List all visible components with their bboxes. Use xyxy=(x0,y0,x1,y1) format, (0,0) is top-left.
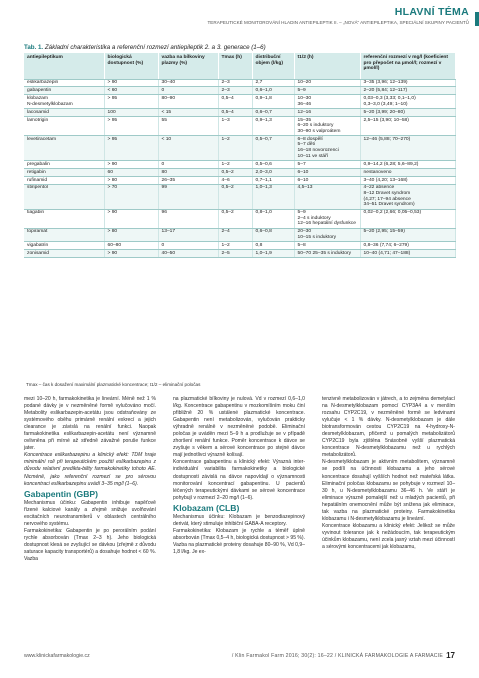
page-footer xyxy=(24,651,455,663)
table-cell: 0,6–1,0 xyxy=(252,87,294,95)
table-cell: 3–40 (4,20; 13–168) xyxy=(360,176,455,184)
table-body xyxy=(24,79,455,258)
table-row xyxy=(24,176,455,184)
table-cell: 0,5–4 xyxy=(218,109,252,117)
data-table xyxy=(24,53,456,258)
table-cell: 5–8 xyxy=(294,242,360,250)
column-header: antiepileptikum xyxy=(24,53,104,79)
table-caption-label: Tab. 1. xyxy=(24,44,44,51)
drug-name-cell: eslikarbazepin xyxy=(24,79,104,87)
table-cell: 1,0–1,9 xyxy=(252,250,294,258)
table-cell: 0,8–36 (7,74; 6–279) xyxy=(360,242,455,250)
table-cell: > 90 xyxy=(104,160,158,168)
paragraph: Farmakokinetika: Klobazam je rychle a téměř úplně absorbován (Tmax 0,5–4 h, biologická dostupnost > 95 %). Vazba na plazmatické proteiny dosahuje 80–90 %, Vd 0,9–1,8 l/kg. Je ex- xyxy=(173,527,305,555)
text-column-2 xyxy=(173,396,305,556)
table-cell: 20–30 10–15 s induktory xyxy=(294,228,360,242)
table-cell: 100 xyxy=(104,109,158,117)
table-row xyxy=(24,160,455,168)
table-cell: < 15 xyxy=(158,109,218,117)
table-cell: 0,9–1,3 xyxy=(252,116,294,135)
table-cell: 0,8 xyxy=(252,242,294,250)
table-note: Tmax – čas k dosažení maximální plazmatické koncentrace; t1/2 – eliminační poločas xyxy=(26,382,201,387)
table-cell: 40–50 xyxy=(158,250,218,258)
drug-name-cell: klobazam N-desmetylklobazam xyxy=(24,95,104,109)
column-header: distribuční objem (l/kg) xyxy=(252,53,294,79)
table-cell: 0,5–2 xyxy=(218,209,252,228)
paragraph: Mechanismus účinku: Gabapentin inhibuje napěťově řízené kalciové kanály a zřejmě snižuje uvolňování excitačních neurotransmiterů v oblastech centrálního nervového systému. xyxy=(24,499,156,527)
table-row xyxy=(24,136,455,161)
table-cell: 30–40 xyxy=(158,79,218,87)
table-cell: > 90 xyxy=(104,79,158,87)
drug-name-cell: retigabin xyxy=(24,168,104,176)
table-cell: 5–20 (3,99; 20–80) xyxy=(360,109,455,117)
footer-citation: / Klin Farmakol Farm 2016; 30(2): 16–22 / KLINICKÁ FARMAKOLOGIE A FARMACIE xyxy=(231,653,443,659)
table-cell: > 95 xyxy=(104,95,158,109)
paragraph: tenzivně metabolizován v játrech, a to zejména demetylací na N-desmetylklobazam pomocí CYP3A4 a v menším rozsahu CYP2C19, v nezměněné formě se ledvinami vylučuje < 1 % dávky. N-desmetylklobazam je dále biotransformován cestou CYP2C19 na 4-hydroxy-N-desmetylklobazam, přičemž u pomalých metabolizátorů CYP2C19 byla zjištěna 5násobně vyšší plazmatická koncentrace N-desmetylklobazamu než u rychlých metabolizátorů. xyxy=(322,396,455,459)
table-row xyxy=(24,209,455,228)
table-cell: 3–35 (3,96; 12–139) xyxy=(360,79,455,87)
paragraph: Mechanismus účinku: Klobazam je benzodiazepinový derivát, který stimuluje inhibiční GABA-A receptory. xyxy=(173,513,305,527)
table-cell: 26–35 xyxy=(158,176,218,184)
paragraph: N-desmetylklobazam je aktivním metabolitem, významně se podílí na účinnosti klobazamu a jeho sérové koncentrace dosahují vyšších hodnot než mateřská látka. Eliminační poločas klobazamu se pohybuje v rozmezí 10–30 h, u N-desmetylklobazamu 36–46 h. Ve stáří je eliminace výrazně pomalejší než u mladých pacientů, při hepatálním onemocnění může být snížena jak eliminace, tak vazba na plazmatické proteiny. Farmakokinetika klobazamu i N-desmetylklobazamu je lineární. xyxy=(322,459,455,522)
table-cell: < 60 xyxy=(104,87,158,95)
table-cell: 60–80 xyxy=(104,242,158,250)
paragraph: Farmakokinetika: Gabapentin je po perorálním podání rychle absorbován (Tmax 2–3 h). Jeho biologická dostupnost klesá se zvyšující se dávkou (zřejmě z důvodu saturace kapacity transportérů) a dosahuje hodnot < 60 %. Vazba xyxy=(24,527,156,563)
table-cell: 55 xyxy=(158,116,218,135)
table-cell: 60 xyxy=(104,168,158,176)
table-cell: 4,5–13 xyxy=(294,184,360,209)
table-cell: 6–10 xyxy=(294,176,360,184)
table-cell: 2–5 xyxy=(218,250,252,258)
column-header: biologická dostupnost (%) xyxy=(104,53,158,79)
table-cell: > 80 xyxy=(104,176,158,184)
section-heading: Klobazam (CLB) xyxy=(173,502,240,513)
table-cell: 80 xyxy=(158,168,218,176)
table-cell: 4–6 xyxy=(218,176,252,184)
table-cell: 0 xyxy=(158,87,218,95)
table-cell: 1–3 xyxy=(218,116,252,135)
table-cell: 5–20 (2,95; 15–59) xyxy=(360,228,455,242)
table-cell: > 90 xyxy=(104,250,158,258)
table-cell: 0,6–0,8 xyxy=(252,228,294,242)
drug-name-cell: gabapentin xyxy=(24,87,104,95)
table-cell: 5–9 xyxy=(294,87,360,95)
table-cell: 0,9–14,2 (6,28; 5,6–89,2) xyxy=(360,160,455,168)
column-header: referenční rozmezí v mg/l (koeficient pro přepočet na µmol/l; rozmezí v µmol/l) xyxy=(360,53,455,79)
table-cell: 2,0–3,0 xyxy=(252,168,294,176)
section-heading: Gabapentin (GBP) xyxy=(24,488,99,499)
table-row xyxy=(24,116,455,135)
drug-name-cell: rufinamid xyxy=(24,176,104,184)
drug-name-cell: vigabatrin xyxy=(24,242,104,250)
footer-url-link[interactable]: www.klinickafarmakologie.cz xyxy=(24,653,90,659)
paragraph: Koncentrace gabapentinu a klinický efekt: Výrazná inter-individuální variabilita farmakokinetiky a biologické dostupnosti závislá na dávce napovídají o významnosti monitorování koncentrací gabapentinu. U pacientů léčených terapeutickými dávkami se sérové koncentrace pohybují v rozmezí 2–20 mg/l (1–6). xyxy=(173,459,305,501)
table-cell: > 70 xyxy=(104,184,158,209)
drug-name-cell: levetiracetam xyxy=(24,136,104,161)
paragraph: na plazmatické bílkoviny je nulová. Vd v rozmezí 0,6–1,0 l/kg. Koncentrace gabapentinu v mozkomíšním moku činí přibližně 20 % ustálené plazmatické koncentrace. Gabapentin není metabolizován, vylučován prakticky výhradně renálně v nezměněné podobě. Eliminační poločas je uváděn mezi 5–9 h a prodlužuje se v případě zhoršení renální funkce. Poměr koncentrace k dávce se zvyšuje s věkem a sérové koncentrace po stejné dávce mají jednotlivci výrazně kolísají. xyxy=(173,396,305,459)
table-cell: 5–7 xyxy=(294,160,360,168)
table-cell: 1–2 xyxy=(218,136,252,161)
column-header: Tmax (h) xyxy=(218,53,252,79)
text-column-3 xyxy=(322,396,455,551)
table-row xyxy=(24,79,455,87)
table-row xyxy=(24,228,455,242)
table-cell: 0,5–0,6 xyxy=(252,160,294,168)
column-header: vazba na bílkoviny plazmy (%) xyxy=(158,53,218,79)
drug-name-cell: lamotrigin xyxy=(24,116,104,135)
table-cell: 0,5–2 xyxy=(218,168,252,176)
table-cell: 2–20 (5,84; 12–117) xyxy=(360,87,455,95)
table-cell: 2,5–15 (3,90; 10–58) xyxy=(360,116,455,135)
table-cell: 50–70 25–35 s induktory xyxy=(294,250,360,258)
table-cell: 0,5–2 xyxy=(218,184,252,209)
table-cell: > 95 xyxy=(104,136,158,161)
table-cell: 5–9 2–4 s induktory 12–16 hepatální dysfunkce xyxy=(294,209,360,228)
table-caption-text: Základní charakteristika a referenční rozmezí antiepileptik 2. a 3. generace (1–6) xyxy=(44,44,266,51)
table-cell: < 10 xyxy=(158,136,218,161)
table-cell: 12–46 (5,88; 70–270) xyxy=(360,136,455,161)
table-row xyxy=(24,95,455,109)
table-cell: 1–2 xyxy=(218,242,252,250)
drug-name-cell: tiagabin xyxy=(24,209,104,228)
table-cell: 0,5–0,7 xyxy=(252,136,294,161)
table-cell: > 80 xyxy=(104,228,158,242)
table-cell: 0,9–1,8 xyxy=(252,95,294,109)
page-header xyxy=(169,6,469,25)
drug-name-cell: pregabalin xyxy=(24,160,104,168)
table-cell: 2–3 xyxy=(218,79,252,87)
table-cell: 4–22 absence 8–12 Dravet syndrom (4,27; 17–94 absence 34–51 Dravet syndrom) xyxy=(360,184,455,209)
table-cell: 10–20 xyxy=(294,79,360,87)
table-cell: 96 xyxy=(158,209,218,228)
page-edge-marker xyxy=(475,12,479,26)
table-cell: 6–8 dospělí 5–7 děti 16–18 novorozenci 10–11 ve stáří xyxy=(294,136,360,161)
drug-name-cell: lacosamid xyxy=(24,109,104,117)
paragraph: Koncentrace eslikarbazepinu a klinický efekt: TDM hraje minimální roli při terapeutickém použití eslikarbazepinu z důvodu relativní predikta-bility farmakokinetiky tohoto AE. Nicméně, jako referenční rozmezí se pro sérovou koncentraci eslikarbazepinu uvádí 3–35 mg/l (1–6). xyxy=(24,452,156,487)
table-row xyxy=(24,250,455,258)
table-cell: 2,7 xyxy=(252,79,294,87)
section-title: HLAVNÍ TÉMA xyxy=(394,6,469,18)
table-cell: 1,0–1,3 xyxy=(252,184,294,209)
table-cell: 0 xyxy=(158,160,218,168)
table-cell: 0,8–1,0 xyxy=(252,209,294,228)
page-number: 17 xyxy=(446,651,455,660)
table-cell: 2–3 xyxy=(218,87,252,95)
table-cell: > 95 xyxy=(104,116,158,135)
table-cell: 0,02–0,2 (2,66; 0,05–0,53) xyxy=(360,209,455,228)
table-cell: 0,7–1,1 xyxy=(252,176,294,184)
table-cell: 0,03–0,3 (3,33; 0,1–1,0) 0,3–3,0 (3,49; 1–10) xyxy=(360,95,455,109)
table-cell: 10–40 (4,71; 47–188) xyxy=(360,250,455,258)
drug-name-cell: stiripentol xyxy=(24,184,104,209)
table-cell: 2–4 xyxy=(218,228,252,242)
table-cell: 0,5–4 xyxy=(218,95,252,109)
drug-name-cell: zonisamid xyxy=(24,250,104,258)
text-column-1 xyxy=(24,396,156,563)
table-cell: 10–30 36–46 xyxy=(294,95,360,109)
table-cell: 13–17 xyxy=(158,228,218,242)
table-cell: 6–10 xyxy=(294,168,360,176)
table-caption xyxy=(24,44,454,51)
table-cell: nestanoveno xyxy=(360,168,455,176)
table-cell: 99 xyxy=(158,184,218,209)
section-subtitle: TERAPEUTICKÉ MONITOROVÁNÍ HLADIN ANTIEPILEPTIK II. – „NOVÁ" ANTIEPILEPTIKA, SPECIÁLNÍ SKUPINY PACIENTŮ xyxy=(207,20,469,25)
drug-name-cell: topiramát xyxy=(24,228,104,242)
table-row xyxy=(24,168,455,176)
table-cell: 80–90 xyxy=(158,95,218,109)
table-cell: 12–16 xyxy=(294,109,360,117)
table-row xyxy=(24,184,455,209)
table-row xyxy=(24,109,455,117)
table-cell: 0,6–0,7 xyxy=(252,109,294,117)
column-header: t1/2 (h) xyxy=(294,53,360,79)
table-header-row xyxy=(24,53,455,79)
table-cell: 0 xyxy=(158,242,218,250)
paragraph: mezi 10–20 h, farmakokinetika je lineární. Méně než 1 % podané dávky je v nezměněné formě vylučováno močí. Metabolity eslikarbazepin-acetátu jsou odstraňovány ze systémového oběhu primárně renální exkrecí a jejich clearance je závislá na renální funkci. Naopak farmakokinetika eslikarbazepin-acetátu není významně ovlivněna při mírné až středně závažné poruše funkce jater. xyxy=(24,396,156,452)
table-row xyxy=(24,87,455,95)
table-row xyxy=(24,242,455,250)
table-cell: > 90 xyxy=(104,209,158,228)
table-cell: 15–35 6–20 s induktory 30–90 s valproátem xyxy=(294,116,360,135)
paragraph: Koncentrace klobazamu a klinický efekt: Jelikož se může vyvinout tolerance jak k nežádoucím, tak terapeutickým účinkům klobazamu, není zcela jasný vztah mezi účinností a sérovými koncentracemi jak klobazamu, xyxy=(322,522,455,550)
table-cell: 1–2 xyxy=(218,160,252,168)
